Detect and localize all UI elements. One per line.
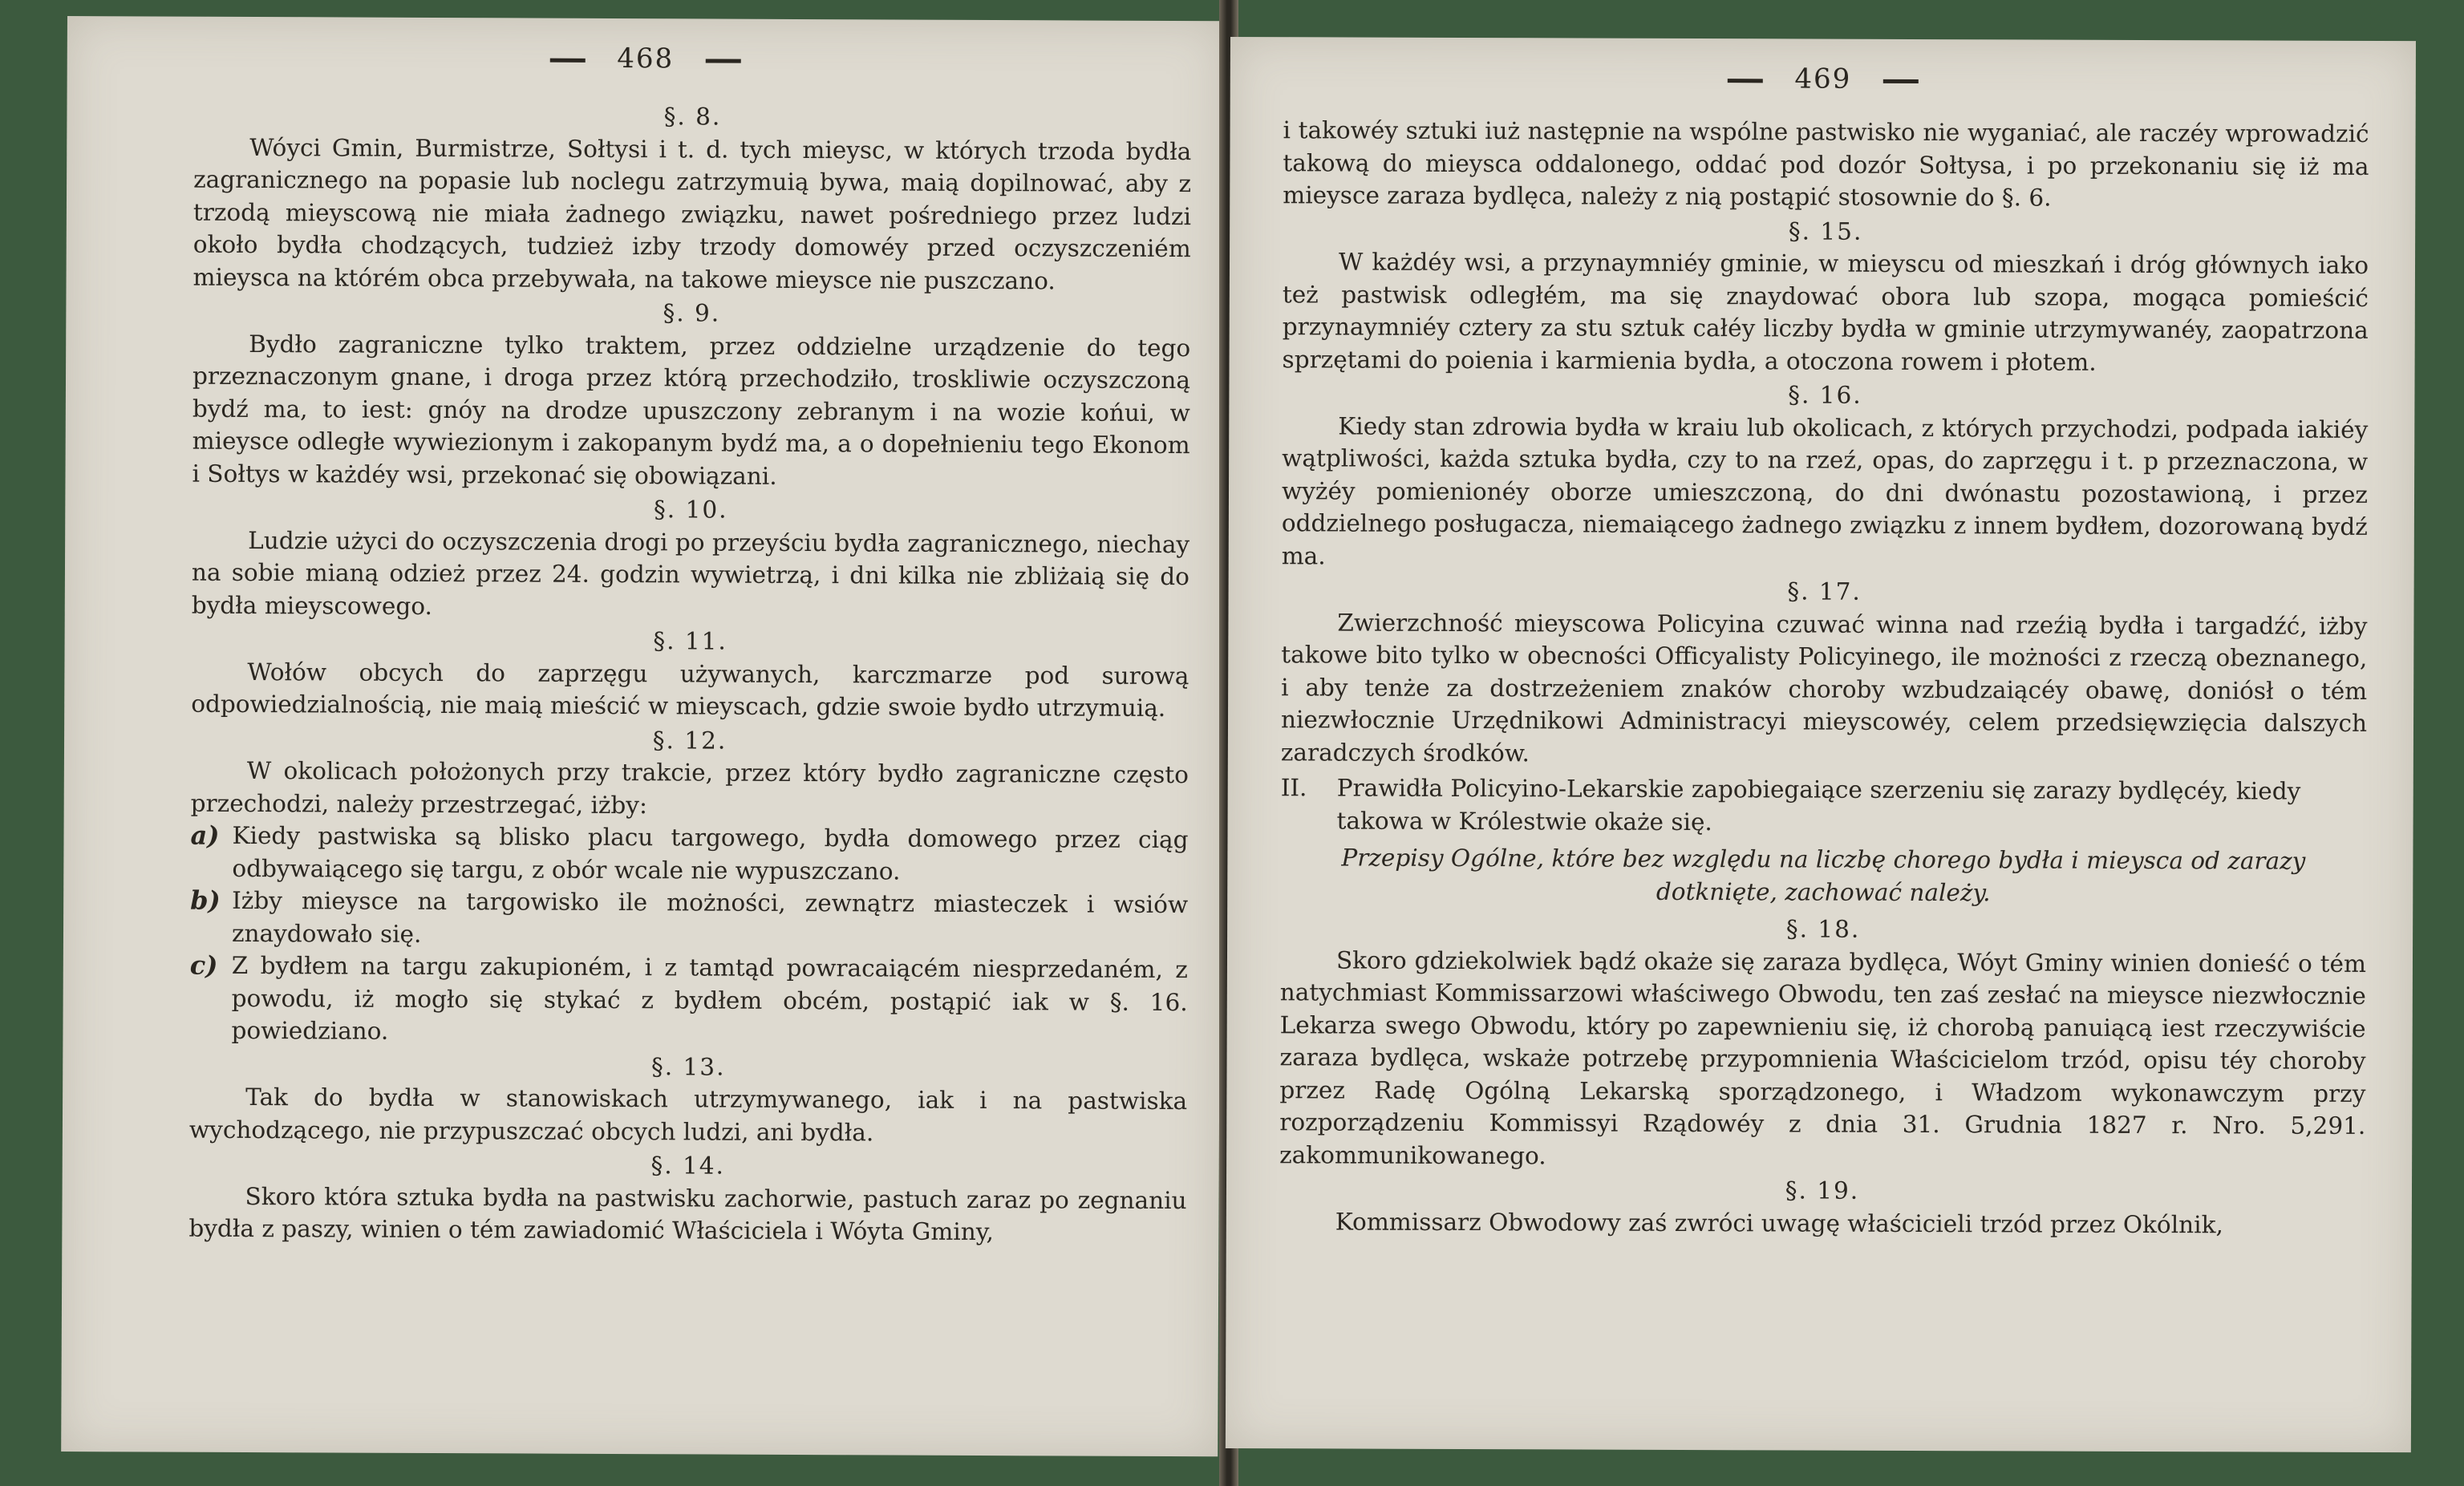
section-number: §. 19. xyxy=(1785,1176,1860,1205)
paragraph: i takowéy sztuki iuż następnie na wspólne pastwisko nie wyganiać, ale raczéy wprowadzić takową do mieysca oddalonego, oddać pod dozór Sołtysa, i po przekonaniu się iż ma mieysce zaraza bydlęca, należy z nią postąpić stosownie do §. 6. xyxy=(1283,116,2369,212)
chapter-title: Prawidła Policyino-Lekarskie zapobiegaiące szerzeniu się zarazy bydlęcéy, kiedy takowa w Królestwie okaże się. xyxy=(1336,774,2301,836)
left-page xyxy=(61,16,1224,1456)
left-page-text xyxy=(188,97,1191,1249)
paragraph: Zwierzchność mieyscowa Policyina czuwać winna nad rzeźią bydła i targadźć, iżby takowe bito tylko w obecności Officyalisty Policyinego, ile możności z rzeczą obeznanego, i aby tenże za dostrzeżeniem znaków choroby wzbudzaiącéy obawę, doniósł o tém niezwłocznie Urzędnikowi Administracyi mieyscowéy, celem przedsięwzięcia dalszych zaradczych środków. xyxy=(1280,608,2368,767)
section-number: §. 18. xyxy=(1785,915,1861,943)
paragraph: Skoro która sztuka bydła na pastwisku zachorwie, pastuch zaraz po zegnaniu bydła z paszy, winien o tém zawiadomić Właściciela i Wóyta Gminy, xyxy=(188,1182,1187,1246)
list-item-marker: c) xyxy=(189,950,218,981)
section-number: §. 13. xyxy=(650,1052,726,1081)
header-dash xyxy=(1727,79,1762,83)
section-number: §. 16. xyxy=(1788,381,1862,409)
section-number: §. 10. xyxy=(654,496,728,524)
section-number: §. 9. xyxy=(663,299,721,327)
section-number: §. 11. xyxy=(653,627,727,655)
header-dash xyxy=(1883,79,1919,83)
paragraph: Kiedy stan zdrowia bydła w kraiu lub okolicach, z których przychodzi, podpada iakiéy wątpliwości, każda sztuka bydła, czy to na rzeź, opas, do zaprzęgu i t. p przeznaczona, w wyżéy pomienionéy oborze umieszczoną, do dni dwónastu pozostawioną, i przez oddzielnego posługacza, niemaiącego żadnego związku z innem bydłem, dozorowaną bydź ma. xyxy=(1281,411,2369,569)
list-item xyxy=(189,950,1188,1051)
header-dash xyxy=(549,58,585,62)
list-item-marker: b) xyxy=(190,885,221,916)
section-number: §. 12. xyxy=(652,726,727,755)
paragraph: Ludzie użyci do oczyszczenia drogi po przeyściu bydła zagranicznego, niechay na sobie mianą odzież przez 24. godzin wywietrzą, i dni kilka nie zbliżaią się do bydła mieyscowego. xyxy=(191,526,1190,620)
paragraph: Kommissarz Obwodowy zaś zwróci uwagę właścicieli trzód przez Okólnik, xyxy=(1335,1207,2223,1238)
left-page-header xyxy=(67,40,1224,77)
list-item-text: Z bydłem na targu zakupioném, i z tamtąd powracaiącém niesprzedaném, z powodu, iż mogło się stykać z bydłem obcém, postąpić iak w §. 16. powiedziano. xyxy=(231,951,1188,1045)
list-item-text: Kiedy pastwiska są blisko placu targowego, bydła domowego przez ciąg odbywaiącego się targu, z obór wcale nie wypuszczano. xyxy=(232,821,1189,885)
list-item xyxy=(190,820,1188,889)
list-item-text: Iżby mieysce na targowisko ile możności, zewnątrz miasteczek i wsiów znaydowało się. xyxy=(231,886,1189,948)
list-item xyxy=(190,885,1188,954)
section-number: §. 15. xyxy=(1788,217,1863,245)
section-number: §. 17. xyxy=(1787,577,1862,605)
paragraph: Bydło zagraniczne tylko traktem, przez oddzielne urządzenie do tego przeznaczonym gnane, i droga przez którą przechodziło, troskliwie oczyszczoną bydź ma, to iest: gnóy na drodze upuszczony zebranym i na wozie końui, w mieysce odległe wywiezionym i zakopanym bydź ma, a o dopełnieniu tego Ekonom i Sołtys w każdéy wsi, przekonać się obowiązani. xyxy=(192,330,1191,490)
right-page-number: 469 xyxy=(1794,63,1852,95)
right-page-text xyxy=(1279,114,2369,1241)
left-page-number: 468 xyxy=(617,42,675,75)
chapter-number: II. xyxy=(1280,774,1307,802)
subheading-italic: Przepisy Ogólne, które bez względu na liczbę chorego bydła i mieysca od zarazy dotknięte, zachować należy. xyxy=(1341,844,2306,906)
section-number: §. 14. xyxy=(650,1152,726,1180)
list-item-marker: a) xyxy=(190,820,220,851)
right-page-header xyxy=(1230,61,2416,97)
section-number: §. 8. xyxy=(663,103,722,131)
paragraph: Wołów obcych do zaprzęgu używanych, karczmarze pod surową odpowiedzialnością, nie maią mieścić w mieyscach, gdzie swoie bydło utrzymuią. xyxy=(191,658,1189,722)
paragraph: W każdéy wsi, a przynaymniéy gminie, w mieyscu od mieszkań i dróg głównych iako też pastwisk odległém, ma się znaydować obora lub szopa, mogąca pomieścić przynaymniéy cztery za stu sztuk całéy liczby bydła w gminie utrzymywanéy, zaopatrzona sprzętami do poienia i karmienia bydła, a otoczona rowem i płotem. xyxy=(1282,248,2369,376)
chapter-heading xyxy=(1281,771,2367,840)
header-dash xyxy=(706,59,741,63)
paragraph: Skoro gdziekolwiek bądź okaże się zaraza bydlęca, Wóyt Gminy winien donieść o tém natychmiast Kommissarzowi właściwego Obwodu, ten zaś zesłać na mieysce niezwłocznie Lekarza swego Obwodu, który po zapewnieniu się, iż chorobą panuiącą iest rzeczywiście zaraza bydlęca, wskaże potrzebę przypomnienia Właścicielom trzód, opisu téy choroby przez Radę Ogólną Lekarską sporządzonego, i Władzom wykonawczym przy rozporządzeniu Kommissyi Rządowéy z dnia 31. Grudnia 1827 r. Nro. 5,291. zakommunikowanego. xyxy=(1279,945,2367,1169)
paragraph: Wóyci Gmin, Burmistrze, Sołtysi i t. d. tych mieysc, w których trzoda bydła zagranicznego na popasie lub noclegu zatrzymuią bywa, maią dopilnować, aby z trzodą mieyscową nie miała żadnego związku, nawet pośredniego przez ludzi około bydła chodzących, tudzież izby trzody domowéy przed oczyszczeniém mieysca na którém obca przebywała, na takowe mieysce nie puszczano. xyxy=(192,133,1192,294)
right-page xyxy=(1226,37,2416,1452)
paragraph: Tak do bydła w stanowiskach utrzymywanego, iak i na pastwiska wychodzącego, nie przypuszczać obcych ludzi, ani bydła. xyxy=(188,1083,1188,1146)
paragraph: W okolicach położonych przy trakcie, przez który bydło zagraniczne często przechodzi, należy przestrzegać, iżby: xyxy=(190,756,1189,819)
